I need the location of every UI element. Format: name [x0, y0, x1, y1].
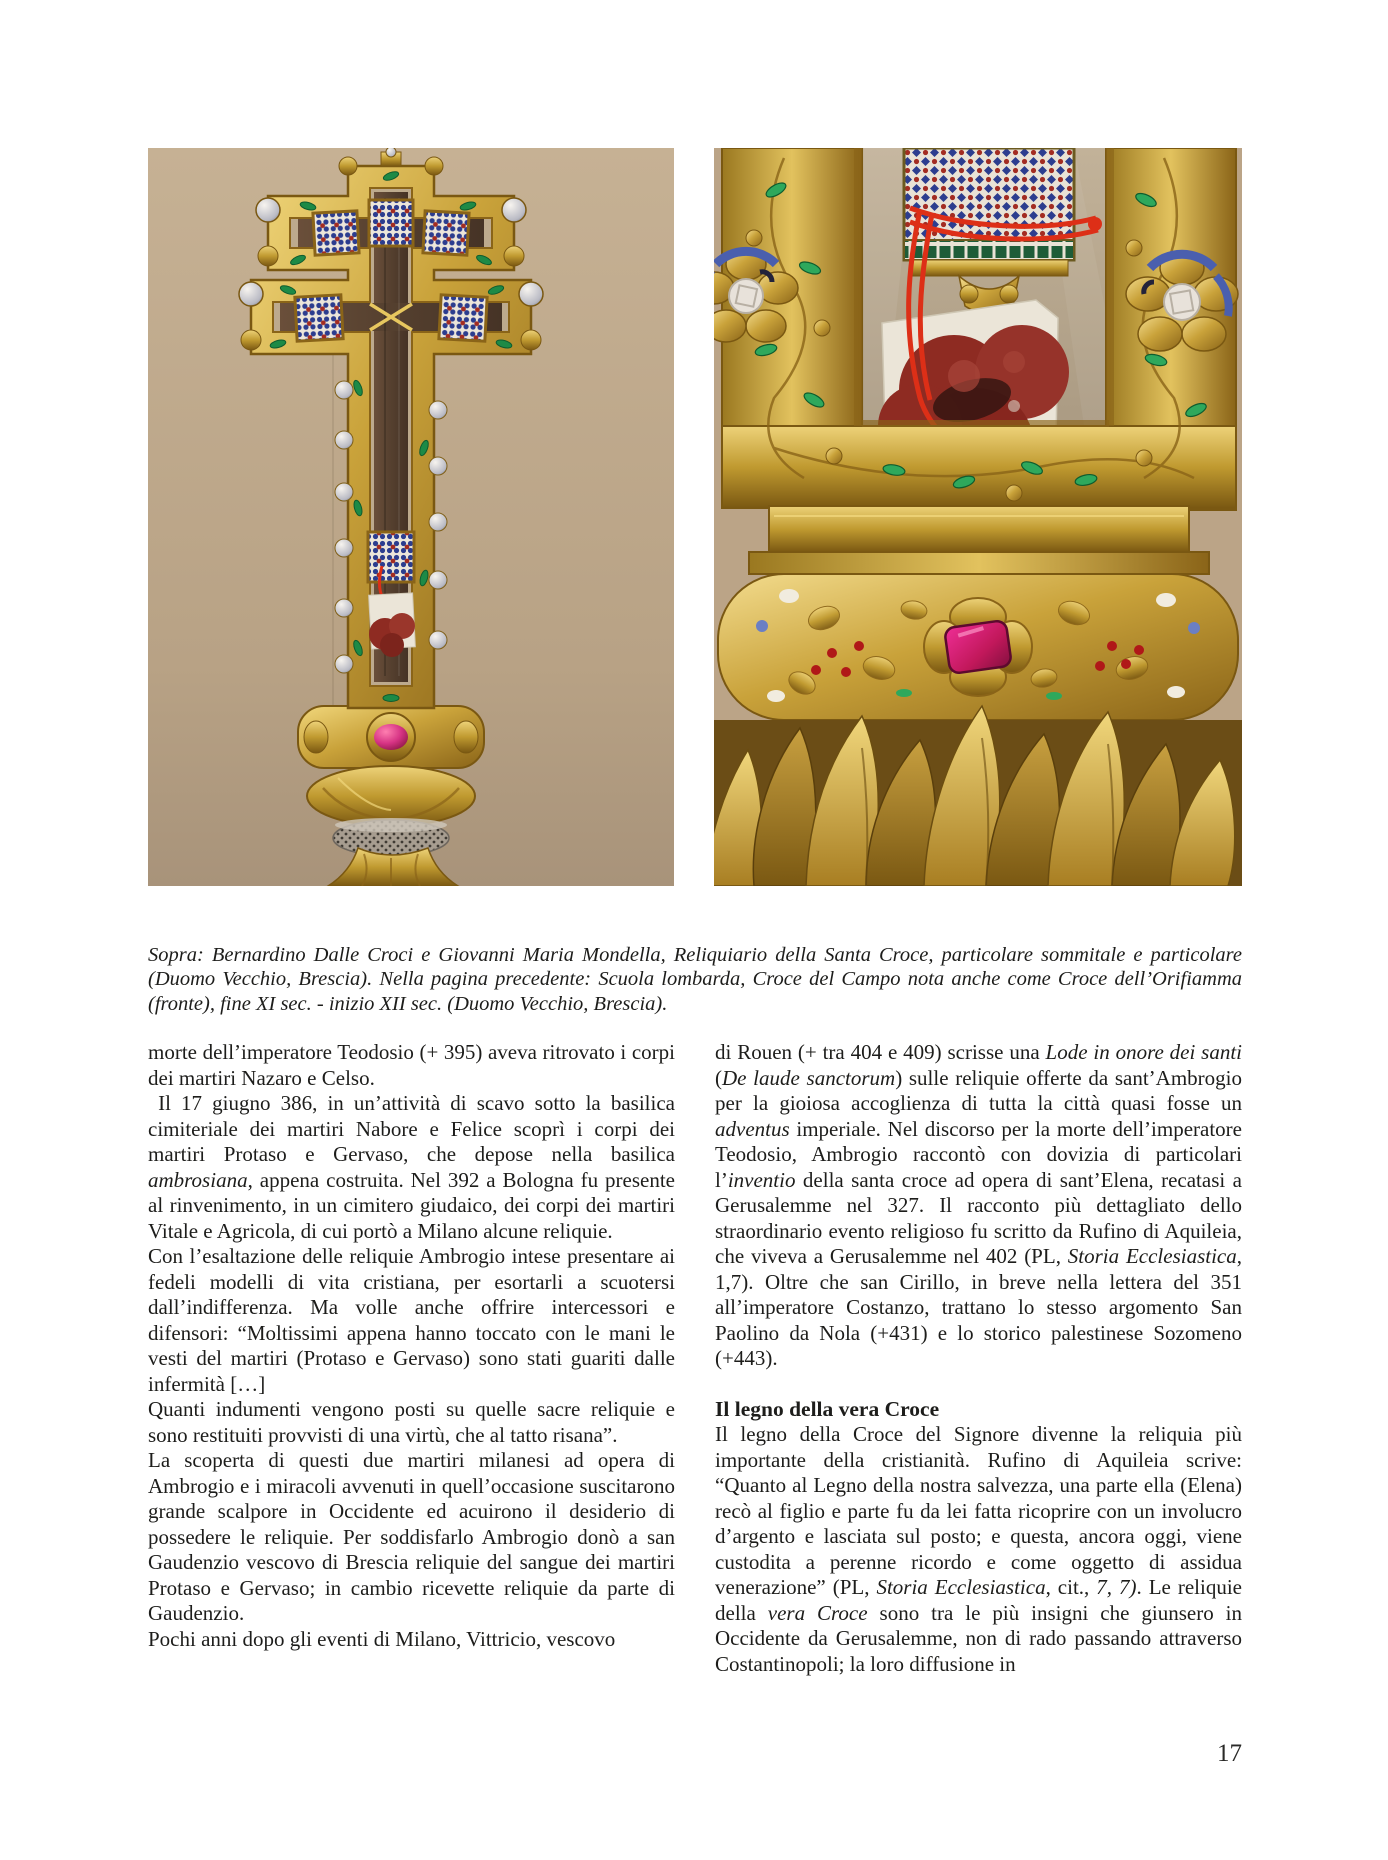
figure-row [148, 148, 1242, 886]
flame-leaves [714, 706, 1242, 886]
paragraph: Il 17 giugno 386, in un’attività di scavo sotto la basilica cimiteriale dei martiri Nabore e Felice scoprì i corpi dei martiri Protaso e Gervaso, che depose nella basilica ambrosiana, appena costruita. Nel 392 a Bologna fu presente al rinvenimento, in un cimitero giudaico, dei corpi dei martiri Vitale e Agricola, di cui portò a Milano alcune reliquie. [148, 1091, 675, 1243]
paragraph: La scoperta di questi due martiri milanesi ad opera di Ambrogio e i miracoli avvenuti in quell’occasione suscitarono grande scalpore in Occidente ed acuirono il desiderio di possedere le reliquie. Per soddisfarlo Ambrogio donò a san Gaudenzio vescovo di Brescia reliquie del sangue dei martiri Protaso e Gervaso; in cambio ricevette reliquie da parte di Gaudenzio. [148, 1448, 675, 1625]
paragraph: Con l’esaltazione delle reliquie Ambrogio intese presentare ai fedeli modelli di vita cristiana, per esortarli a scuotersi dall’indifferenza. Ma volle anche offrire intercessori e difensori: “Moltissimi appena hanno toccato con le mani le vesti del martiri (Protaso e Gervaso) sono stati guariti dalle infermità […] [148, 1244, 675, 1396]
page-number: 17 [1217, 1740, 1242, 1767]
pedestal-steps [749, 506, 1209, 574]
right-column-pre [715, 1040, 1242, 1372]
paragraph: Il legno della Croce del Signore divenne la reliquia più importante della cristianità. Rufino di Aquileia scrive: “Quanto al Legno della nostra salvezza, una parte ella (Elena) recò al figlio e parte fu da lei fatta ricoprire con un involucro d’argento e lasciata sul posto; e questa, ancora oggi, viene custodita a perenne ricordo e come oggetto di assidua venerazione” (PL, Storia Ecclesiastica, cit., 7, 7). Le reliquie della vera Croce sono tra le più insigni che giunsero in Occidente da Gerusalemme, non di rado passando attraverso Costantinopoli; la loro diffusione in [715, 1422, 1242, 1676]
paragraph: morte dell’imperatore Teodosio (+ 395) aveva ritrovato i corpi dei martiri Nazaro e Celso. [148, 1040, 675, 1090]
photo-reliquary-cross-full [148, 148, 674, 886]
paragraph: Pochi anni dopo gli eventi di Milano, Vittricio, vescovo [148, 1626, 616, 1651]
paragraph: Quanti indumenti vengono posti su quelle sacre reliquie e sono restituiti provvisti di una virtù, che al tatto risana”. [148, 1397, 675, 1447]
figure-caption: Sopra: Bernardino Dalle Croci e Giovanni Maria Mondella, Reliquiario della Santa Croce, particolare sommitale e particolare (Duomo Vecchio, Brescia). Nella pagina precedente: Scuola lombarda, Croce del Campo nota anche come Croce dell’Orifiamma (fronte), fine XI sec. - inizio XII sec. (Duomo Vecchio, Brescia). [148, 943, 1242, 1015]
right-column-post [715, 1422, 1242, 1677]
photo-reliquary-detail [714, 148, 1242, 886]
section-heading: Il legno della vera Croce [715, 1396, 940, 1421]
right-text-column [715, 1040, 1242, 1677]
pink-gem [374, 724, 408, 750]
jeweled-base-band [718, 574, 1238, 720]
reliquary-detail-illustration [714, 148, 1242, 886]
article-body [148, 1040, 1242, 1677]
left-text-column [148, 1040, 675, 1677]
paragraph: di Rouen (+ tra 404 e 409) scrisse una Lode in onore dei santi (De laude sanctorum) sulle reliquie offerte da sant’Ambrogio per la gioiosa accoglienza di tutta la città quasi fosse un adventus imperiale. Nel discorso per la morte dell’imperatore Teodosio, Ambrogio raccontò con dovizia di particolari l’inventio della santa croce ad opera di sant’Elena, recatasi a Gerusalemme nel 327. Il racconto più dettagliato dello straordinario evento religioso fu scritto da Rufino di Aquileia, che viveva a Gerusalemme nel 402 (PL, Storia Ecclesiastica, 1,7). Oltre che san Cirillo, in breve nella lettera del 351 all’imperatore Costanzo, trattano lo stesso argomento San Paolino da Nola (+431) e lo storico palestinese Sozomeno (+443). [715, 1040, 1243, 1370]
reliquary-cross-illustration [148, 148, 674, 886]
